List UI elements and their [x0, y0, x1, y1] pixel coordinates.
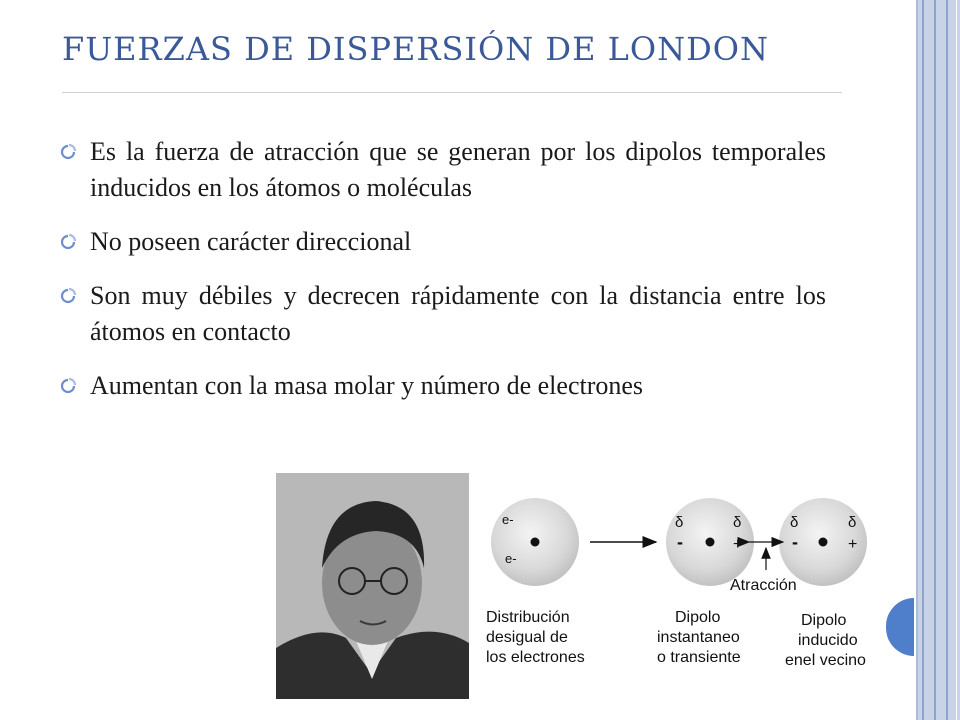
bullet-icon: [60, 234, 76, 250]
atom-2: [666, 498, 754, 586]
svg-text:Dipolo: Dipolo: [675, 609, 721, 626]
bullet-item: Es la fuerza de atracción que se generan por los dipolos temporales inducidos en los átomos o moléculas: [60, 134, 826, 206]
bullet-icon: [60, 144, 76, 160]
slide-edge-line: [916, 0, 918, 720]
svg-text:-: -: [677, 532, 683, 552]
bullet-icon: [60, 288, 76, 304]
bullet-item: Aumentan con la masa molar y número de electrones: [60, 368, 826, 404]
svg-text:e-: e-: [502, 512, 514, 527]
bullet-item: Son muy débiles y decrecen rápidamente con la distancia entre los átomos en contacto: [60, 278, 826, 350]
svg-text:Distribución: Distribución: [486, 609, 570, 626]
atom-3: [779, 498, 867, 586]
svg-text:+: +: [733, 536, 743, 553]
svg-text:Dipolo: Dipolo: [801, 612, 847, 629]
slide-title: FUERZAS DE DISPERSIÓN DE LONDON: [62, 30, 769, 68]
bullet-list: [60, 134, 826, 422]
atom-1: [491, 498, 579, 586]
dipole-diagram: [478, 492, 888, 678]
right-decorative-border: [916, 0, 960, 720]
svg-text:e-: e-: [505, 551, 517, 566]
label-distribution: [486, 609, 585, 666]
svg-text:δ: δ: [790, 514, 799, 531]
svg-text:enel vecino: enel vecino: [785, 652, 866, 669]
svg-text:desigual de: desigual de: [486, 629, 568, 646]
svg-text:+: +: [848, 536, 858, 553]
svg-text:los electrones: los electrones: [486, 649, 585, 666]
label-induced-dipole: [785, 612, 866, 669]
attraction-label: Atracción: [730, 577, 797, 594]
svg-text:δ: δ: [848, 514, 857, 531]
bullet-item: No poseen carácter direccional: [60, 224, 826, 260]
svg-text:δ: δ: [733, 514, 742, 531]
portrait-illustration: [276, 473, 469, 699]
svg-text:-: -: [792, 532, 798, 552]
svg-text:inducido: inducido: [798, 632, 858, 649]
blue-decorative-tab: [886, 598, 914, 656]
portrait-photo: [276, 473, 469, 699]
title-underline: [62, 92, 842, 93]
label-instantaneous-dipole: [657, 609, 741, 666]
svg-text:o transiente: o transiente: [657, 649, 741, 666]
svg-text:instantaneo: instantaneo: [657, 629, 740, 646]
svg-text:δ: δ: [675, 514, 684, 531]
bullet-icon: [60, 378, 76, 394]
